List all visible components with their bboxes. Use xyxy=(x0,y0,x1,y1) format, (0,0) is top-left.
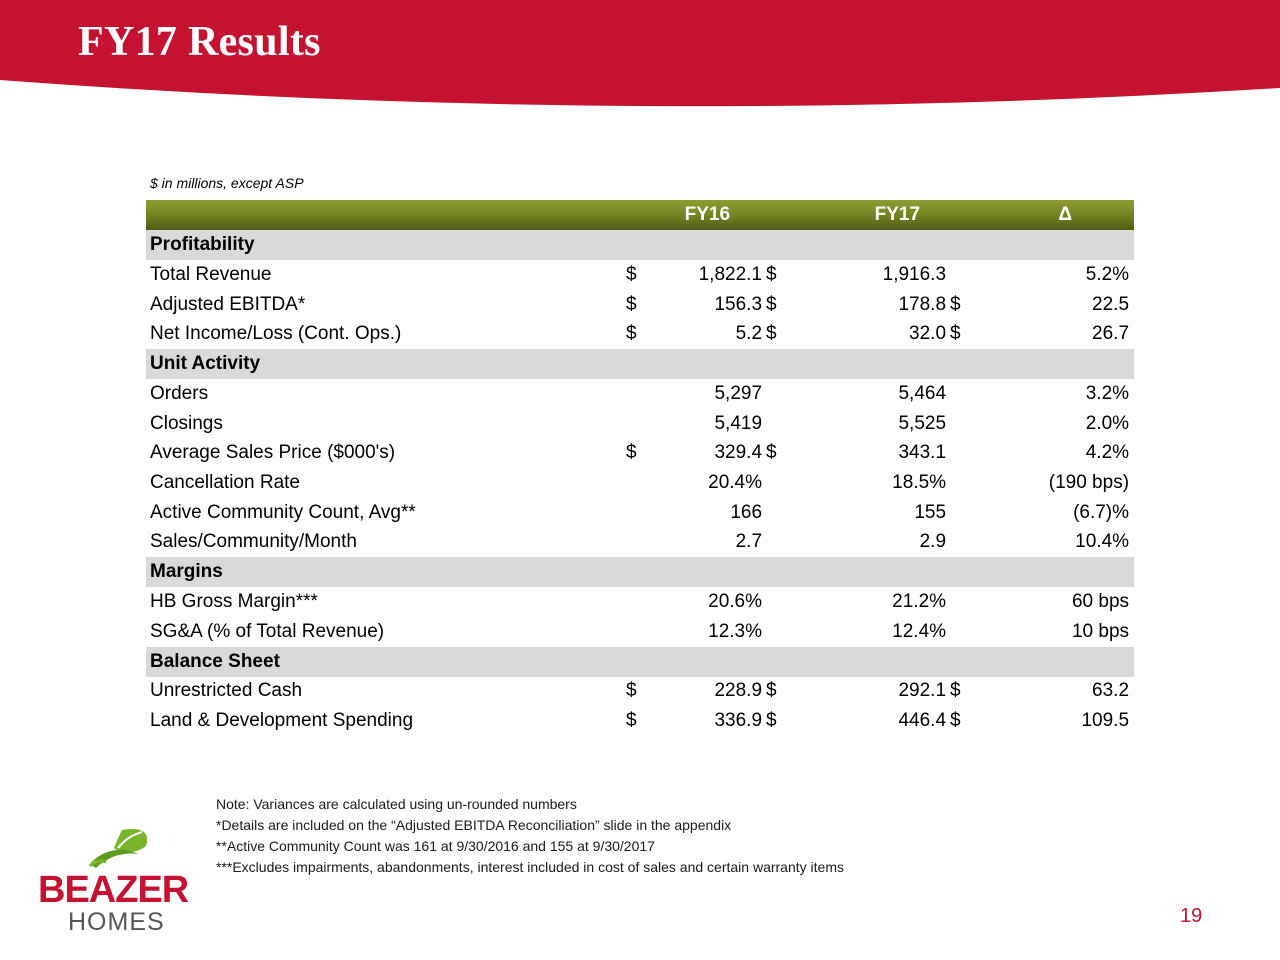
row-label: SG&A (% of Total Revenue) xyxy=(150,620,385,642)
delta-currency: $ xyxy=(950,680,961,702)
delta-value: 10.4% xyxy=(1075,531,1130,553)
table-row xyxy=(146,587,1134,617)
table-row xyxy=(146,706,1134,736)
leaf-logo-icon xyxy=(90,829,147,868)
row-label: Adjusted EBITDA* xyxy=(150,293,306,315)
fy17-value: 32.0 xyxy=(909,323,947,345)
fy17-currency: $ xyxy=(766,680,777,702)
page-number: 19 xyxy=(1180,905,1203,927)
header-cell-fy17: FY17 xyxy=(766,200,950,230)
fy17-value: 21.2% xyxy=(892,591,947,613)
fy16-currency xyxy=(626,587,656,617)
row-label: HB Gross Margin*** xyxy=(150,591,318,613)
delta-value: 60 bps xyxy=(1071,591,1130,613)
fy17-value: 2.9 xyxy=(919,531,947,553)
fy16-value: 5,419 xyxy=(714,412,763,434)
fy16-value: 228.9 xyxy=(714,680,763,702)
delta-value: 26.7 xyxy=(1092,323,1130,345)
units-note: $ in millions, except ASP xyxy=(150,175,304,191)
fy16-value: 20.6% xyxy=(708,591,763,613)
results-table xyxy=(146,200,1134,736)
fy16-currency xyxy=(626,528,656,558)
delta-currency xyxy=(950,260,1024,290)
fy17-currency: $ xyxy=(766,293,777,315)
fy16-value: 2.7 xyxy=(735,531,763,553)
fy16-value: 5.2 xyxy=(735,323,763,345)
table-row xyxy=(146,438,1134,468)
row-label: Land & Development Spending xyxy=(150,710,414,732)
row-label: Total Revenue xyxy=(150,263,272,285)
fy17-currency xyxy=(766,617,840,647)
row-label: Net Income/Loss (Cont. Ops.) xyxy=(150,323,402,345)
fy16-value: 336.9 xyxy=(714,710,763,732)
delta-currency: $ xyxy=(950,710,961,732)
delta-currency xyxy=(950,587,1024,617)
section-title: Profitability xyxy=(146,230,1134,260)
fy16-currency xyxy=(626,409,656,439)
footnote-note: Note: Variances are calculated using un-rounded numbers xyxy=(216,796,577,812)
delta-currency xyxy=(950,498,1024,528)
section-row xyxy=(146,230,1134,260)
row-label: Active Community Count, Avg** xyxy=(150,501,416,523)
footnote-margin: ***Excludes impairments, abandonments, interest included in cost of sales and certain warranty items xyxy=(216,859,844,875)
fy16-currency: $ xyxy=(626,710,637,732)
delta-currency xyxy=(950,409,1024,439)
table-row xyxy=(146,379,1134,409)
fy17-value: 178.8 xyxy=(898,293,947,315)
delta-currency xyxy=(950,379,1024,409)
fy17-currency xyxy=(766,409,840,439)
footnote-ebitda: *Details are included on the “Adjusted EBITDA Reconciliation” slide in the appendix xyxy=(216,817,732,833)
logo-word-homes: HOMES xyxy=(68,908,165,936)
delta-value: 22.5 xyxy=(1092,293,1130,315)
fy16-currency xyxy=(626,617,656,647)
fy16-currency xyxy=(626,379,656,409)
fy16-currency: $ xyxy=(626,680,637,702)
fy16-value: 166 xyxy=(730,501,763,523)
row-label: Average Sales Price ($000's) xyxy=(150,442,396,464)
section-title: Unit Activity xyxy=(146,349,1134,379)
fy17-value: 292.1 xyxy=(898,680,947,702)
delta-value: 63.2 xyxy=(1092,680,1130,702)
delta-currency xyxy=(950,438,1024,468)
delta-value: 109.5 xyxy=(1081,710,1130,732)
fy17-value: 12.4% xyxy=(892,620,947,642)
fy17-currency xyxy=(766,468,840,498)
fy17-currency xyxy=(766,528,840,558)
fy16-currency: $ xyxy=(626,263,637,285)
delta-currency xyxy=(950,468,1024,498)
page-title: FY17 Results xyxy=(78,19,321,65)
fy16-value: 12.3% xyxy=(708,620,763,642)
fy17-value: 18.5% xyxy=(892,471,947,493)
fy16-value: 5,297 xyxy=(714,382,763,404)
fy17-currency xyxy=(766,587,840,617)
table-row xyxy=(146,290,1134,320)
fy16-currency: $ xyxy=(626,442,637,464)
table-row xyxy=(146,409,1134,439)
delta-currency: $ xyxy=(950,323,961,345)
fy17-value: 343.1 xyxy=(898,442,947,464)
fy17-currency: $ xyxy=(766,263,777,285)
header-cell-fy16: FY16 xyxy=(626,200,766,230)
delta-value: 2.0% xyxy=(1085,412,1130,434)
fy17-currency: $ xyxy=(766,323,777,345)
section-title: Margins xyxy=(146,557,1134,587)
fy16-value: 329.4 xyxy=(714,442,763,464)
table-header-row xyxy=(146,200,1134,230)
section-row xyxy=(146,557,1134,587)
section-title: Balance Sheet xyxy=(146,647,1134,677)
fy17-value: 446.4 xyxy=(898,710,947,732)
table-row xyxy=(146,260,1134,290)
fy16-value: 1,822.1 xyxy=(698,263,763,285)
fy17-currency xyxy=(766,379,840,409)
header-cell-delta: Δ xyxy=(950,200,1134,230)
beazer-homes-logo xyxy=(38,824,208,936)
delta-value: 4.2% xyxy=(1085,442,1130,464)
fy16-value: 20.4% xyxy=(708,471,763,493)
row-label: Cancellation Rate xyxy=(150,471,300,493)
table-row xyxy=(146,528,1134,558)
fy17-currency xyxy=(766,498,840,528)
fy16-value: 156.3 xyxy=(714,293,763,315)
header-cell-label xyxy=(146,200,626,230)
delta-currency: $ xyxy=(950,293,961,315)
delta-currency xyxy=(950,617,1024,647)
table-row xyxy=(146,617,1134,647)
fy16-currency xyxy=(626,498,656,528)
delta-value: 5.2% xyxy=(1085,263,1130,285)
fy17-currency: $ xyxy=(766,442,777,464)
section-row xyxy=(146,647,1134,677)
table-row xyxy=(146,677,1134,707)
fy17-currency: $ xyxy=(766,710,777,732)
footnotes xyxy=(216,794,844,878)
table-row xyxy=(146,319,1134,349)
table-row xyxy=(146,498,1134,528)
delta-value: 10 bps xyxy=(1071,620,1130,642)
footnote-community: **Active Community Count was 161 at 9/30/2016 and 155 at 9/30/2017 xyxy=(216,838,655,854)
section-row xyxy=(146,349,1134,379)
row-label: Orders xyxy=(150,382,209,404)
delta-value: (190 bps) xyxy=(1048,471,1130,493)
fy16-currency: $ xyxy=(626,323,637,345)
logo-word-beazer: BEAZER xyxy=(38,869,189,911)
delta-currency xyxy=(950,528,1024,558)
row-label: Closings xyxy=(150,412,223,434)
table-row xyxy=(146,468,1134,498)
row-label: Unrestricted Cash xyxy=(150,680,303,702)
fy17-value: 155 xyxy=(914,501,947,523)
fy16-currency xyxy=(626,468,656,498)
row-label: Sales/Community/Month xyxy=(150,531,357,553)
fy16-currency: $ xyxy=(626,293,637,315)
delta-value: (6.7)% xyxy=(1073,501,1130,523)
fy17-value: 5,525 xyxy=(898,412,947,434)
fy17-value: 5,464 xyxy=(898,382,947,404)
fy17-value: 1,916.3 xyxy=(882,263,947,285)
delta-value: 3.2% xyxy=(1085,382,1130,404)
